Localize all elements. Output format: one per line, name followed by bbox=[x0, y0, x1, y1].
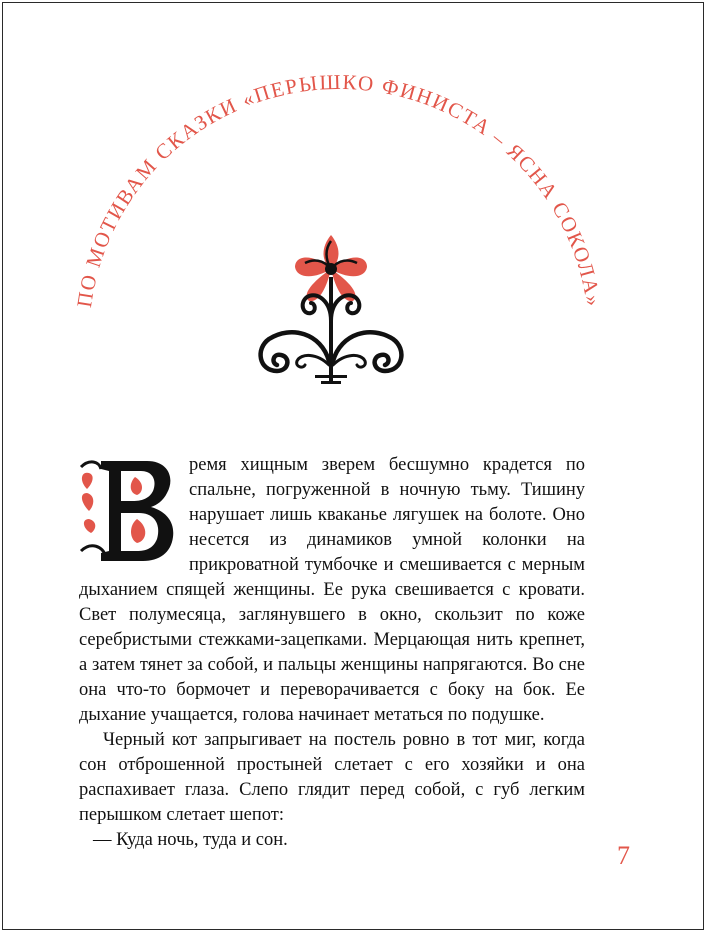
paragraph-3: — Куда ночь, туда и сон. bbox=[93, 830, 288, 850]
body-text bbox=[79, 453, 585, 853]
paragraph-1: ремя хищным зверем бесшумно крадется по спальне, погруженной в ночную тьму. Тишину нарушает лишь кваканье лягушек на болоте. Оно несется из динамиков умной колонки на прикроватной тумбочке и смешивается с мерным дыханием спящей женщины. Ее рука свешивается с кровати. Свет полумесяца, заглянувшего в окно, скользит по коже серебристыми стежками-зацепками. Мерцающая нить крепнет, а затем тянет за собой, и пальцы женщины напрягаются. Во сне она что-то бормочет и переворачивается с боку на бок. Ее дыхание учащается, голова начинает метаться по подушке. bbox=[79, 455, 585, 725]
drop-cap-letter bbox=[77, 455, 179, 563]
paragraph-2: Черный кот запрыгивает на постель ровно в тот миг, когда сон отброшенной простыней слетает с его хозяйки и она распахивает глаза. Слепо глядит перед собой, с губ легким перышком слетает шепот: bbox=[79, 730, 585, 825]
book-page bbox=[2, 2, 704, 930]
folk-flower-ornament-icon bbox=[251, 229, 411, 389]
subtitle: ПО МОТИВАМ СКАЗКИ «ПЕРЫШКО ФИНИСТА – ЯСНА СОКОЛА» bbox=[71, 69, 606, 310]
page-number: 7 bbox=[617, 841, 630, 870]
